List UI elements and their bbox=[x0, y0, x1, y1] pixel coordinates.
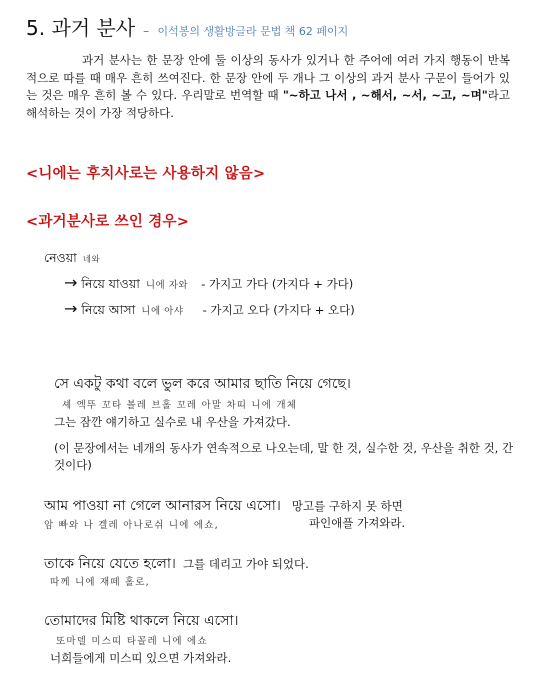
verb-example bbox=[64, 273, 353, 296]
sentence3-pronunciation: 따께 니에 재떼 홀로, bbox=[50, 577, 150, 588]
sentence3-bengali: তাকে নিয়ে যেতে হলো। bbox=[44, 556, 176, 572]
example-pronunciation: 니에 자와 bbox=[145, 280, 189, 291]
example-bengali: নিয়ে যাওয়া bbox=[81, 276, 140, 291]
intro-bold: "~하고 나서 , ~해서, ~서, ~고, ~며" bbox=[282, 88, 488, 102]
title-dash: – bbox=[143, 24, 150, 38]
sentence4-pronunciation: 또마델 미스띠 타꼴레 니에 에쇼 bbox=[56, 636, 208, 647]
title-text: 5. 과거 분사 bbox=[26, 16, 136, 40]
example-meaning: - 가지고 오다 (가지다 + 오다) bbox=[202, 303, 355, 317]
example-pronunciation: 니에 아샤 bbox=[141, 306, 184, 317]
sentence2-meaning-2: 파인애플 가져와라. bbox=[309, 516, 406, 530]
verb-pronunciation: 네와 bbox=[82, 255, 101, 265]
heading-participle-usage: <과거분사로 쓰인 경우> bbox=[26, 214, 190, 230]
sentence2-meaning: 망고를 구하지 못 하면 bbox=[291, 499, 403, 513]
sentence3-meaning: 그를 데리고 가야 되었다. bbox=[183, 557, 309, 571]
sentence4-bengali: তোমাদের মিষ্টি থাকলে নিয়ে এসো। bbox=[44, 613, 239, 629]
example-meaning: - 가지고 가다 (가지다 + 가다) bbox=[201, 277, 354, 291]
arrow-icon: → bbox=[64, 299, 78, 318]
verb-main bbox=[44, 247, 100, 270]
intro-part2: 라고 해석하는 것이 가장 적당하다. bbox=[26, 88, 511, 120]
sentence4-meaning: 너희들에게 미스띠 있으면 가져와라. bbox=[50, 651, 232, 665]
sentence2-bengali: আম পাওয়া না গেলে আনারস নিয়ে এসো। bbox=[44, 498, 281, 514]
verb-example bbox=[64, 299, 355, 322]
sentence3-line bbox=[44, 552, 309, 576]
page-title bbox=[26, 12, 348, 41]
heading-no-postposition: <니에는 후치사로는 사용하지 않음> bbox=[26, 166, 266, 182]
sentence1-pronunciation: 셰 엑뚜 꼬타 볼레 브홀 꼬레 아말 차띠 니에 개체 bbox=[62, 400, 298, 411]
intro-part1: 과거 분사는 한 문장 안에 둘 이상의 동사가 있거나 한 주어에 여러 가지 행동이 반복적으로 따를 때 매우 흔히 쓰여진다. 한 문장 안에 두 개나 그 이상의 과거 분사 구문이 들어가 있는 것은 매우 흔히 볼 수 있다. 우리말로 번역할 때 bbox=[26, 53, 510, 102]
intro-paragraph bbox=[26, 52, 510, 122]
verb-bengali: নেওয়া bbox=[44, 250, 77, 265]
sentence1-meaning: 그는 잠깐 얘기하고 실수로 내 우산을 가져갔다. bbox=[54, 415, 291, 429]
example-bengali: নিয়ে আসা bbox=[81, 302, 136, 317]
sentence1-bengali: সে একটু কথা বলে ভুল করে আমার ছাতি নিয়ে গেছে। bbox=[54, 376, 351, 392]
arrow-icon: → bbox=[64, 273, 78, 292]
sentence1-note: (이 문장에서는 네개의 동사가 연속적으로 나오는데, 말 한 것, 실수한 것, 우산을 취한 것, 간 것이다) bbox=[54, 441, 514, 472]
sentence2-pronunciation: 암 빠와 나 겔레 아나로쉬 니에 에쇼, bbox=[44, 520, 219, 531]
title-subtitle: 이석봉의 생활방글라 문법 책 62 페이지 bbox=[157, 25, 349, 38]
